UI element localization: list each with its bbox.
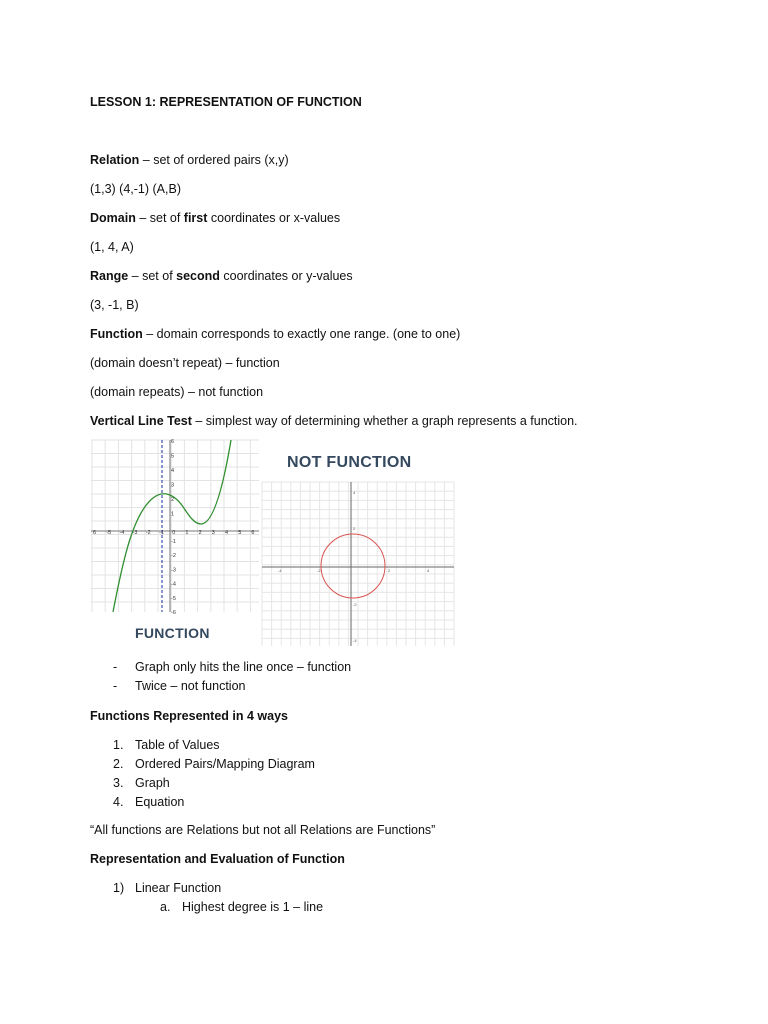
circle-tick: -2 [353,602,357,607]
ways-heading: Functions Represented in 4 ways [90,709,288,723]
vertical-line-test-definition [90,414,578,429]
relation-term: Relation [90,153,140,167]
not-function-graph-label: NOT FUNCTION [287,454,412,471]
y-tick-label: 6 [171,439,175,445]
x-tick-label: -5 [106,530,112,536]
page-title: LESSON 1: REPRESENTATION OF FUNCTION [90,95,362,109]
domain-text-pre: – set of [135,211,184,225]
not-function-graph [262,482,454,646]
relations-quote: “All functions are Relations but not all Relations are Functions” [90,823,436,837]
x-tick-label: 1 [185,530,189,536]
circle-tick: 2 [353,526,356,531]
x-tick-label: 6 [93,530,97,536]
x-tick-label: 2 [198,530,202,536]
list-number: 1) [113,881,125,895]
ways-list [113,736,315,812]
y-tick-label: -3 [171,567,176,574]
x-tick-label: -3 [132,530,138,536]
function-y-tick-labels [171,439,176,616]
vlt-bullet-list [113,658,351,696]
y-tick-label: -1 [171,539,176,545]
y-tick-label: 1 [171,511,175,518]
list-item [113,755,315,774]
y-tick-label: -2 [171,553,176,560]
bullet-text: Twice – not function [135,679,246,693]
bullet-marker: - [113,679,118,693]
range-text-pre: – set of [128,269,177,283]
list-item [113,793,315,812]
y-tick-label: 4 [171,468,175,474]
evaluation-heading: Representation and Evaluation of Function [90,852,345,866]
circle-grid [262,482,454,646]
y-tick-label: 2 [171,497,175,503]
domain-example: (1, 4, A) [90,240,134,254]
list-item [113,736,315,755]
circle-tick: -2 [317,568,321,573]
evaluation-sub-item [160,900,323,915]
list-item [113,774,315,793]
circle-tick: 4 [427,568,430,573]
x-tick-label: 0 [172,530,176,536]
range-example: (3, -1, B) [90,298,139,312]
range-term: Range [90,269,129,283]
vlt-term: Vertical Line Test [90,414,192,428]
circle-tick: 2 [388,568,391,573]
circle-tick: -4 [353,638,357,643]
relation-text: – set of ordered pairs (x,y) [139,153,289,167]
x-tick-label: -1 [159,530,164,536]
range-definition [90,269,353,284]
domain-term: Domain [90,211,136,225]
circle-tick: 4 [353,490,356,495]
function-note-2: (domain repeats) – not function [90,385,264,399]
bullet-text: Graph only hits the line once – function [135,660,352,674]
list-text: Ordered Pairs/Mapping Diagram [135,757,315,771]
circle-tick: -4 [278,568,282,573]
function-note-1: (domain doesn’t repeat) – function [90,356,280,370]
list-text: Equation [135,795,185,809]
domain-text-strong: first [183,211,208,225]
sub-list-text: Highest degree is 1 – line [182,900,324,914]
circle-curve [321,534,385,598]
x-tick-label: -2 [145,530,151,536]
list-number: 1. [113,738,124,752]
y-tick-label: 3 [171,482,175,489]
list-item [113,658,351,677]
x-tick-label: 3 [211,530,215,536]
x-tick-label: 6 [251,530,255,536]
list-text: Graph [135,776,170,790]
domain-text-post: coordinates or x-values [207,211,341,225]
list-number: 2. [113,757,124,771]
function-graph [91,439,259,616]
sub-list-letter: a. [160,900,171,914]
function-text: – domain corresponds to exactly one range. (one to one) [142,327,461,341]
list-item [113,879,221,898]
function-definition [90,327,460,342]
domain-definition [90,211,340,226]
range-text-strong: second [176,269,220,283]
relation-example: (1,3) (4,-1) (A,B) [90,182,181,196]
list-number: 3. [113,776,124,790]
list-text: Linear Function [135,881,222,895]
list-text: Table of Values [135,738,220,752]
function-graph-label: FUNCTION [135,625,210,641]
y-tick-label: -5 [171,595,176,602]
y-tick-label: -6 [171,610,176,616]
list-number: 4. [113,795,124,809]
vlt-text: – simplest way of determining whether a graph represents a function. [191,414,578,428]
x-tick-label: -4 [119,530,125,536]
list-item [113,677,351,696]
range-text-post: coordinates or y-values [219,269,353,283]
y-tick-label: -4 [171,581,176,588]
function-term: Function [90,327,143,341]
bullet-marker: - [113,660,118,674]
y-tick-label: 5 [171,453,175,460]
x-tick-label: 4 [225,530,229,536]
x-tick-label: 5 [238,530,242,536]
evaluation-list [113,879,221,898]
relation-definition [90,153,289,168]
